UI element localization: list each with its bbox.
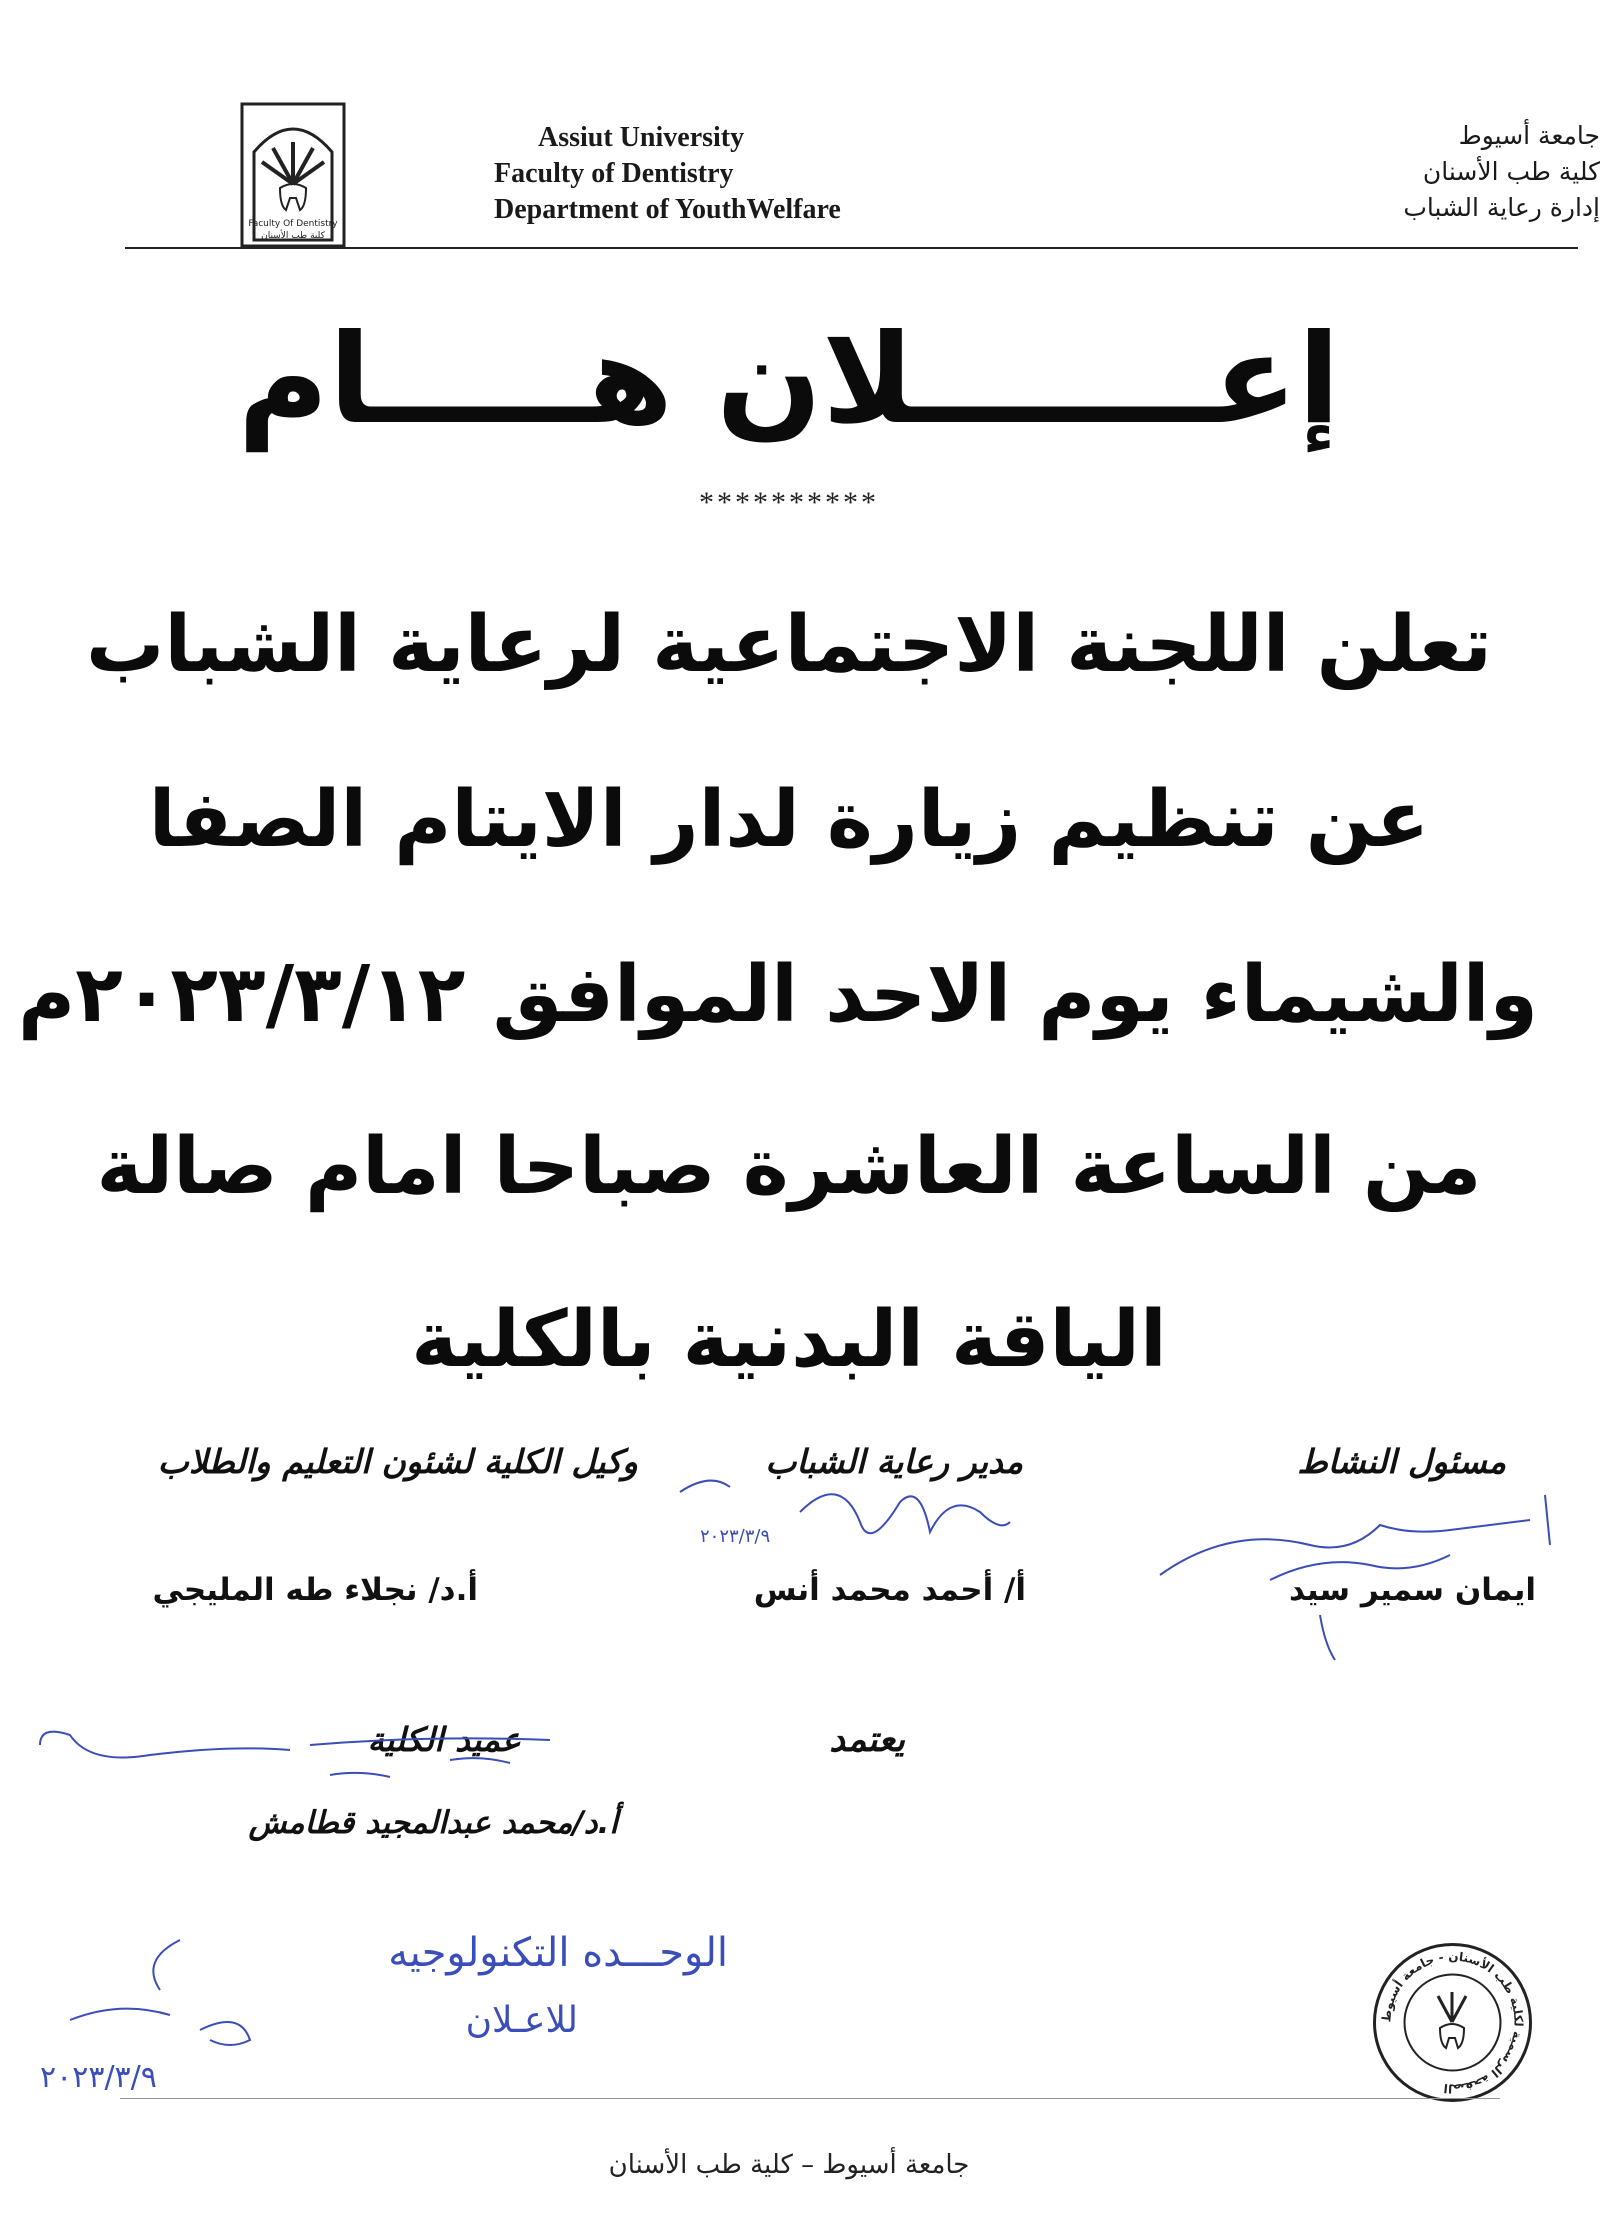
dean-name: أ.د/محمد عبدالمجيد قطامش [248,1805,618,1841]
body-line-2: عن تنظيم زيارة لدار الايتام الصفا [148,775,1430,865]
faculty-name-ar: كلية طب الأسنان [1422,157,1600,186]
footer-text: جامعة أسيوط – كلية طب الأسنان [608,2150,970,2180]
faculty-name-en: Faculty of Dentistry [494,158,734,189]
title-stars: ********** [699,486,879,519]
english-header [490,120,970,228]
footer-divider [120,2098,1500,2099]
activity-officer-name: ايمان سمير سيد [1289,1572,1536,1608]
header-divider [125,247,1578,249]
vice-dean-name: أ.د/ نجلاء طه المليجي [152,1572,478,1608]
university-name-ar: جامعة أسيوط [1458,121,1600,150]
body-line-4: من الساعة العاشرة صباحا امام صالة [96,1122,1482,1212]
logo-text-en: Faculty Of Dentistry [248,219,338,229]
youth-director-signature-date: ٢٠٢٣/٣/٩ [700,1526,771,1547]
department-name-ar: إدارة رعاية الشباب [1403,193,1600,222]
approve-label: يعتمد [829,1720,905,1760]
official-stamp [1370,1940,1535,2105]
activity-officer-signature [1150,1485,1580,1665]
body-line-1: تعلن اللجنة الاجتماعية لرعاية الشباب [86,600,1492,690]
activity-officer-title: مسئول النشاط [1297,1442,1506,1481]
youth-director-name: أ/ أحمد محمد أنس [753,1572,1026,1608]
vice-dean-title: وكيل الكلية لشئون التعليم والطلاب [157,1442,638,1481]
handwritten-date: ٢٠٢٣/٣/٩ [40,2060,157,2095]
body-line-3: والشيماء يوم الاحد الموافق ٢٠٢٣/٣/١٢م [18,950,1538,1040]
stamp-text: الصفحة الرسمية لكلية طب الأسنان - جامعة أسيوط [1379,1949,1526,2096]
dean-title: عميد الكلية [367,1720,521,1759]
announcement-title: إعـــــــلان هـــــام [237,308,1341,452]
youth-director-title: مدير رعاية الشباب [765,1442,1023,1481]
body-line-5: الياقة البدنية بالكلية [411,1295,1167,1385]
department-name-en: Department of YouthWelfare [494,194,841,225]
handwritten-initials [60,1940,260,2060]
handwritten-for-announcement: للاعـلان [465,2000,578,2041]
youth-director-signature [670,1462,1030,1572]
university-name-en: Assiut University [538,122,745,153]
handwritten-tech-unit: الوحـــده التكنولوجيه [388,1930,728,1976]
logo-text-ar: كلية طب الأسنان [261,231,325,241]
arabic-header [1370,118,1600,226]
svg-text:الصفحة الرسمية لكلية طب الأسنا [1379,1949,1525,2095]
faculty-logo [240,102,346,248]
dean-signature [30,1715,590,1795]
